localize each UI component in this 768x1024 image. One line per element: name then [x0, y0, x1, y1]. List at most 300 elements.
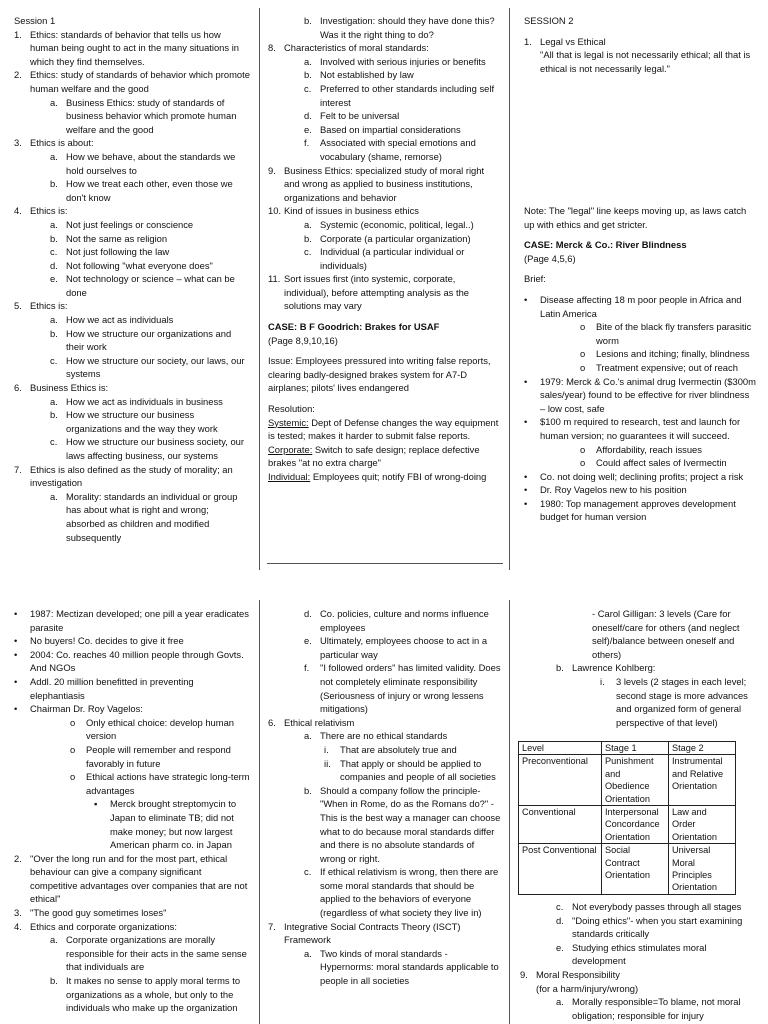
page2-column-left — [14, 607, 250, 1015]
list-marker: • — [524, 416, 528, 428]
list-item-text: "All that is legal is not necessarily ethical; all that is ethical is not necessarily legal." — [540, 49, 751, 74]
list-item — [524, 48, 756, 75]
list-marker: • — [524, 470, 528, 482]
list-item — [14, 463, 250, 490]
list-item — [14, 354, 250, 381]
list-marker: 4. — [14, 920, 22, 932]
list-item — [268, 784, 502, 866]
list-item-text: Ethics is: — [30, 205, 68, 217]
list-item — [524, 375, 756, 416]
list-item — [524, 293, 756, 320]
list-item — [14, 797, 250, 851]
list-item — [14, 974, 250, 1015]
list-item-text: 3 levels (2 stages in each level; second stage is more advances and organized form of general perspective of that level) — [616, 675, 748, 728]
list-item — [14, 299, 250, 313]
list-marker: • — [524, 484, 528, 496]
column-divider — [259, 600, 260, 1024]
list-item-text: Ethics and corporate organizations: — [30, 920, 177, 932]
list-item-text: No buyers! Co. decides to give it free — [30, 635, 184, 647]
list-marker: d. — [556, 914, 564, 926]
list-item-text: Disease affecting 18 m poor people in Africa and Latin America — [540, 293, 742, 319]
list-marker: d. — [50, 259, 58, 271]
list-marker: b. — [304, 15, 312, 26]
list-item — [268, 743, 502, 757]
list-marker: a. — [304, 947, 312, 959]
list-item — [14, 218, 250, 232]
list-item-text: 2004: Co. reaches 40 million people through Govts. And NGOs — [30, 648, 244, 674]
list-item — [268, 470, 502, 484]
page2-column-right-top — [520, 607, 758, 729]
list-item — [14, 490, 250, 544]
list-item — [524, 204, 756, 231]
list-marker: a. — [304, 55, 312, 67]
list-item — [14, 716, 250, 743]
list-item — [268, 661, 502, 715]
table-cell: Conventional — [519, 806, 602, 844]
list-item — [520, 995, 758, 1022]
list-item-text: Co. not doing well; declining profits; project a risk — [540, 470, 744, 482]
list-item — [14, 96, 250, 137]
list-item-text: Dept of Defense changes the way equipment is tested; makes it harder to submit false reports. — [268, 416, 499, 442]
list-item — [268, 757, 502, 784]
list-item-text: Note: The "legal" line keeps moving up, as laws catch up with ethics and get stricter. — [524, 205, 747, 230]
case-heading: CASE: B F Goodrich: Brakes for USAF — [268, 321, 440, 333]
list-item-text: Associated with special emotions and vocabulary (shame, remorse) — [320, 137, 476, 162]
list-item-text: People will remember and respond favorably in future — [86, 743, 231, 769]
list-item — [268, 136, 502, 163]
list-marker: e. — [304, 635, 312, 647]
list-item-text: Employees quit; notify FBI of wrong-doing — [310, 471, 487, 482]
list-item — [14, 408, 250, 435]
column-divider — [259, 8, 260, 570]
list-item-text: Not established by law — [320, 69, 414, 81]
list-item-text: Ethical relativism — [284, 716, 355, 728]
list-marker: f. — [304, 137, 310, 149]
spacer — [268, 395, 502, 402]
list-item-text: (Page 4,5,6) — [524, 252, 576, 264]
table-row — [519, 755, 736, 806]
list-item — [14, 313, 250, 327]
list-item — [268, 334, 502, 348]
list-item-text: Investigation: should they have done this? Was it the right thing to do? — [320, 15, 495, 40]
spacer — [268, 347, 502, 354]
list-item-text: Issue: Employees pressured into writing false reports, clearing badly-designed brakes system for A7-D airplanes; pilots' lives endangered — [268, 355, 491, 394]
list-marker: o — [580, 321, 586, 333]
list-marker: 4. — [14, 205, 22, 217]
list-item-text: Felt to be universal — [320, 110, 400, 122]
list-item-text: Ethics is also defined as the study of morality; an investigation — [30, 463, 233, 489]
list-marker: c. — [556, 901, 564, 912]
list-marker: o — [580, 348, 586, 360]
list-marker: c. — [304, 866, 312, 878]
page2-column-right-bottom — [520, 900, 758, 1022]
underlined-label: Corporate: — [268, 443, 313, 455]
page1-column-left — [14, 14, 250, 544]
list-item-text: Should a company follow the principle- "When in Rome, do as the Romans do?" - This is the best way a manager can choose what to do because moral standards differ and there is no absolute standards of wrong or right. — [320, 784, 501, 864]
list-marker: • — [14, 675, 18, 687]
list-marker: a. — [50, 150, 58, 162]
list-marker: 10. — [268, 205, 282, 217]
list-marker: 9. — [520, 968, 528, 980]
column-divider — [509, 600, 510, 1024]
list-item-text: Dr. Roy Vagelos new to his position — [540, 484, 687, 496]
list-item — [14, 675, 250, 702]
list-item-text: Based on impartial considerations — [320, 123, 461, 135]
list-item — [14, 395, 250, 409]
list-item-text: Not the same as religion — [66, 232, 168, 244]
list-item — [14, 435, 250, 462]
list-item-text: Ethics: standards of behavior that tells us how human being ought to act in the many situations in which they find themselves. — [30, 28, 239, 67]
list-item — [14, 920, 250, 934]
page2-column-middle — [268, 607, 502, 988]
list-item-text: Not following "what everyone does" — [66, 259, 213, 271]
list-marker: e. — [50, 273, 58, 285]
page1-column-right-top — [524, 14, 756, 75]
list-item-text: Ultimately, employees choose to act in a particular way — [320, 635, 488, 660]
list-item — [268, 443, 502, 470]
list-item — [520, 675, 758, 729]
list-item — [268, 320, 502, 334]
list-item-text: Morality: standards an individual or group has about what is right and wrong; absorbed as children and modified subsequently — [66, 490, 238, 543]
list-item-text: That are absolutely true and — [340, 743, 457, 755]
list-item-text: Ethics is: — [30, 300, 68, 312]
list-marker: b. — [304, 784, 312, 796]
table-cell: Post Conventional — [519, 844, 602, 895]
list-marker: 9. — [268, 164, 276, 176]
list-item — [14, 770, 250, 797]
list-item — [14, 906, 250, 920]
list-marker: f. — [304, 662, 310, 674]
list-item — [524, 415, 756, 442]
list-marker: o — [580, 443, 586, 455]
list-item — [524, 470, 756, 484]
list-item-text: Morally responsible=To blame, not moral obligation; responsible for injury — [572, 996, 741, 1021]
list-item — [520, 968, 758, 982]
list-marker: 7. — [268, 920, 276, 932]
table-cell: Interpersonal Concordance Orientation — [602, 806, 669, 844]
list-item-text: Lesions and itching; finally, blindness — [596, 348, 750, 360]
list-item — [268, 123, 502, 137]
list-item-text: 1980: Top management approves development budget for human version — [540, 497, 736, 523]
list-item — [14, 28, 250, 69]
list-item — [524, 443, 756, 457]
spacer — [268, 313, 502, 320]
list-marker: a. — [50, 395, 58, 407]
list-item-text: Business Ethics: specialized study of moral right and wrong as applied to business institutions, organizations and behavior — [284, 164, 485, 203]
list-item-text: Co. policies, culture and norms influence employees — [320, 608, 489, 633]
list-item — [268, 109, 502, 123]
list-item-text: Individual (a particular individual or individuals) — [320, 246, 465, 271]
list-item — [14, 743, 250, 770]
list-item-text: "The good guy sometimes loses" — [30, 907, 167, 919]
list-item — [524, 320, 756, 347]
list-marker: 6. — [14, 382, 22, 394]
list-item-text: Ethics: study of standards of behavior which promote human welfare and the good — [30, 69, 250, 94]
list-item — [524, 497, 756, 524]
list-item — [268, 68, 502, 82]
list-item-text: "Doing ethics"- when you start examining standards critically — [572, 914, 743, 940]
table-header-row — [519, 742, 736, 755]
list-marker: b. — [50, 232, 58, 244]
list-item — [14, 272, 250, 299]
list-item-text: Brief: — [524, 273, 546, 285]
list-item — [524, 238, 756, 252]
list-item-text: $100 m required to research, test and launch for human version; no guarantees it will succeed. — [540, 416, 741, 441]
list-item — [14, 648, 250, 675]
list-marker: d. — [304, 110, 312, 122]
list-marker: b. — [304, 232, 312, 244]
list-item — [520, 661, 758, 675]
list-item-text: Corporate (a particular organization) — [320, 232, 471, 244]
table-cell: Social Contract Orientation — [602, 844, 669, 895]
list-marker: i. — [600, 675, 605, 687]
list-marker: 3. — [14, 907, 22, 919]
list-item-text: Ethical actions have strategic long-term advantages — [86, 771, 250, 796]
list-item-text: There are no ethical standards — [320, 730, 448, 742]
list-marker: b. — [50, 409, 58, 421]
list-item-text: "Over the long run and for the most part, ethical behaviour can give a company significant competitive advantages over companies that are not ethical" — [30, 852, 248, 905]
list-item-text: Chairman Dr. Roy Vagelos: — [30, 703, 143, 715]
list-item-text: Lawrence Kohlberg: — [572, 662, 656, 674]
list-item-text: How we behave, about the standards we hold ourselves to — [66, 150, 236, 176]
list-item — [520, 941, 758, 968]
list-item-text: Business Ethics: study of standards of business behavior which promote human welfare and the good — [66, 96, 237, 135]
list-item-text: How we structure our business society, our laws affecting business, our systems — [66, 436, 245, 461]
list-marker: o — [70, 771, 76, 783]
list-item-text: Merck brought streptomycin to Japan to eliminate TB; did not make money; but now largest American pharm co. in Japan — [110, 798, 237, 851]
list-item-text: Corporate organizations are morally responsible for their acts in the same sense that individuals are — [66, 934, 247, 973]
list-marker: o — [580, 457, 586, 469]
section-divider — [267, 563, 503, 564]
list-item — [14, 204, 250, 218]
list-item — [524, 252, 756, 266]
list-item-text: Only ethical choice: develop human version — [86, 716, 235, 742]
list-item-text: Not technology or science – what can be done — [66, 273, 235, 298]
list-marker: 8. — [268, 42, 276, 54]
list-marker: o — [580, 361, 586, 373]
list-item-text: If ethical relativism is wrong, then there are some moral standards that should be applied to the behaviors of everyone (regardless of what society they live in) — [320, 866, 499, 919]
list-item-text: Not everybody passes through all stages — [572, 901, 742, 912]
list-item — [524, 14, 756, 28]
list-marker: 11. — [268, 273, 281, 285]
list-item-text: Not just following the law — [66, 246, 170, 258]
list-marker: a. — [50, 490, 58, 502]
list-item-text: That apply or should be applied to companies and people of all societies — [340, 757, 496, 783]
list-marker: a. — [304, 218, 312, 230]
list-item-text: How we structure our society, our laws, our systems — [66, 354, 245, 380]
list-item — [14, 933, 250, 974]
list-item — [268, 41, 502, 55]
list-item-text: Session 1 — [14, 15, 56, 26]
list-marker: c. — [50, 354, 58, 366]
list-item-text: Two kinds of moral standards - Hypernorms: moral standards applicable to people in all societies — [320, 947, 499, 987]
list-item — [520, 607, 758, 661]
list-item — [520, 900, 758, 914]
list-marker: a. — [556, 996, 564, 1008]
list-marker: e. — [556, 941, 564, 953]
list-marker: • — [14, 648, 18, 660]
table-header-cell: Stage 2 — [669, 742, 736, 755]
list-marker: • — [524, 497, 528, 509]
list-marker: • — [524, 375, 528, 387]
list-marker: • — [14, 635, 18, 647]
list-item — [268, 82, 502, 109]
list-item-text: Resolution: — [268, 403, 315, 415]
list-marker: b. — [304, 69, 312, 81]
list-item — [268, 729, 502, 743]
list-marker: • — [14, 703, 18, 715]
list-marker: d. — [304, 608, 312, 619]
spacer — [524, 28, 756, 35]
list-item — [268, 218, 502, 232]
list-item — [14, 232, 250, 246]
list-marker: • — [524, 293, 528, 305]
list-item-text: Addl. 20 million benefitted in preventing elephantiasis — [30, 675, 194, 701]
list-item-text: How we treat each other, even those we don't know — [66, 178, 233, 203]
list-item-text: - Carol Gilligan: 3 levels (Care for oneself/care for others (and neglect self)/balance between oneself and others) — [592, 608, 740, 660]
list-item-text: (for a harm/injury/wrong) — [536, 982, 639, 994]
list-item — [268, 865, 502, 919]
list-item — [268, 920, 502, 947]
list-item — [268, 55, 502, 69]
list-marker: i. — [324, 743, 329, 755]
spacer — [524, 265, 756, 272]
list-marker: 7. — [14, 463, 22, 475]
list-item-text: How we structure our business organizations and the way they work — [66, 409, 218, 434]
list-marker: 5. — [14, 300, 22, 312]
list-item-text: Legal vs Ethical — [540, 35, 606, 47]
list-item-text: Integrative Social Contracts Theory (ISCT) Framework — [284, 920, 461, 946]
list-item-text: How we structure our organizations and their work — [66, 327, 232, 353]
list-item-text: It makes no sense to apply moral terms to organizations as a whole, but only to the individuals who make up the organization — [66, 975, 241, 1014]
table-cell: Punishment and Obedience Orientation — [602, 755, 669, 806]
list-marker: 2. — [14, 69, 22, 81]
list-item-text: Business Ethics is: — [30, 382, 109, 394]
list-item-text: Affordability, reach issues — [596, 443, 702, 455]
list-item — [524, 483, 756, 497]
list-item-text: Bite of the black fly transfers parasitic worm — [596, 321, 752, 346]
list-marker: e. — [304, 123, 312, 135]
table-row — [519, 806, 736, 844]
list-marker: a. — [304, 730, 312, 742]
list-item — [268, 272, 502, 313]
list-item-text: Characteristics of moral standards: — [284, 42, 429, 54]
table-row — [519, 844, 736, 895]
list-item — [14, 381, 250, 395]
underlined-label: Systemic: — [268, 416, 309, 428]
table-cell: Preconventional — [519, 755, 602, 806]
list-item — [14, 177, 250, 204]
list-item-text: Studying ethics stimulates moral development — [572, 941, 707, 967]
list-item — [524, 361, 756, 375]
list-marker: b. — [50, 178, 58, 190]
page1-column-right-bottom — [524, 204, 756, 524]
case-heading: CASE: Merck & Co.: River Blindness — [524, 239, 687, 251]
list-item — [268, 416, 502, 443]
list-item-text: Treatment expensive; out of reach — [596, 361, 738, 373]
list-marker: a. — [50, 314, 58, 326]
list-item — [14, 259, 250, 273]
list-marker: b. — [50, 975, 58, 987]
table-header-cell: Level — [519, 742, 602, 755]
list-marker: o — [70, 716, 76, 728]
list-marker: c. — [50, 246, 58, 258]
list-marker: b. — [556, 662, 564, 674]
list-item-text: Involved with serious injuries or benefits — [320, 55, 486, 67]
list-marker: • — [14, 608, 18, 619]
list-item-text: Preferred to other standards including self interest — [320, 82, 495, 108]
list-item-text: Sort issues first (into systemic, corporate, individual), before attempting analysis as the solutions may vary — [284, 273, 470, 312]
table-cell: Law and Order Orientation — [669, 806, 736, 844]
list-marker: 1. — [14, 28, 22, 40]
list-item — [14, 14, 250, 28]
spacer — [524, 286, 756, 293]
list-item — [14, 327, 250, 354]
list-item — [268, 402, 502, 416]
list-item — [14, 68, 250, 95]
list-item-text: 1979: Merck & Co.'s animal drug Ivermectin ($300m sales/year) found to be effective for river blindness – low cost, safe — [540, 375, 756, 414]
list-item — [268, 245, 502, 272]
column-divider — [509, 8, 510, 570]
kohlberg-stages-table — [518, 741, 736, 895]
list-item-text: Ethics is about: — [30, 137, 94, 149]
list-item — [268, 716, 502, 730]
list-item — [524, 456, 756, 470]
page1-column-middle — [268, 14, 502, 484]
list-marker: a. — [50, 934, 58, 946]
list-item — [524, 272, 756, 286]
list-item-text: SESSION 2 — [524, 15, 574, 26]
list-marker: a. — [50, 96, 58, 108]
list-item — [520, 982, 758, 996]
list-item — [14, 136, 250, 150]
list-marker: b. — [50, 327, 58, 339]
table-header-cell: Stage 1 — [602, 742, 669, 755]
list-item-text: Switch to safe design; replace defective brakes "at no extra charge" — [268, 443, 480, 469]
list-item — [14, 634, 250, 648]
table-cell: Universal Moral Principles Orientation — [669, 844, 736, 895]
list-marker: 6. — [268, 716, 276, 728]
list-item-text: Systemic (economic, political, legal..) — [320, 218, 474, 230]
table-cell: Instrumental and Relative Orientation — [669, 755, 736, 806]
list-item — [524, 347, 756, 361]
list-marker: c. — [50, 436, 58, 448]
list-item — [268, 607, 502, 634]
list-marker: o — [70, 743, 76, 755]
list-item-text: "I followed orders" has limited validity. Does not completely eliminate responsibility (Seriousness of injury or wrong lessens mitigations) — [320, 662, 501, 715]
list-item — [14, 245, 250, 259]
list-item — [268, 354, 502, 395]
list-item-text: How we act as individuals — [66, 314, 174, 326]
list-item — [14, 607, 250, 634]
list-marker: c. — [304, 82, 312, 94]
list-item — [268, 204, 502, 218]
list-item-text: Kind of issues in business ethics — [284, 205, 419, 217]
list-marker: 2. — [14, 852, 22, 864]
list-marker: 3. — [14, 137, 22, 149]
list-item — [268, 14, 502, 41]
spacer — [524, 231, 756, 238]
list-item-text: How we act as individuals in business — [66, 395, 223, 407]
list-marker: ▪ — [94, 798, 98, 810]
list-item — [14, 150, 250, 177]
underlined-label: Individual: — [268, 471, 311, 482]
list-item-text: Could affect sales of Ivermectin — [596, 457, 727, 469]
list-item — [268, 232, 502, 246]
list-marker: ii. — [324, 757, 331, 769]
list-item — [268, 164, 502, 205]
list-item-text: 1987: Mectizan developed; one pill a year eradicates parasite — [30, 608, 249, 633]
